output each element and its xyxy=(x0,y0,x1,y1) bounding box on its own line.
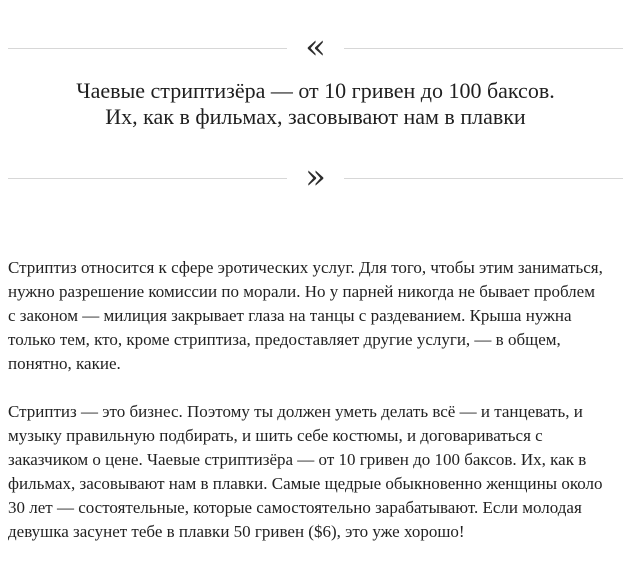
pullquote-text xyxy=(8,78,623,130)
article-body xyxy=(8,256,628,568)
pullquote xyxy=(8,27,623,200)
paragraph-1-line-1: Стриптиз относится к сфере эротических услуг. Для того, чтобы этим заниматься, xyxy=(8,258,603,277)
article-paragraph-2 xyxy=(8,400,628,544)
paragraph-2-line-6: девушка засунет тебе в плавки 50 гривен ($6), это уже хорошо! xyxy=(8,522,465,541)
open-quote-mark-icon: « xyxy=(305,27,326,67)
pullquote-line-2: Их, как в фильмах, засовывают нам в плавки xyxy=(105,104,526,129)
paragraph-2-line-3: заказчиком о цене. Чаевые стриптизёра — от 10 гривен до 100 баксов. Их, как в xyxy=(8,450,587,469)
paragraph-2-line-5: 30 лет — состоятельные, которые самостоятельно зарабатывают. Если молодая xyxy=(8,498,582,517)
paragraph-1-line-3: с законом — милиция закрывает глаза на танцы с раздеванием. Крыша нужна xyxy=(8,306,572,325)
paragraph-1-line-4: только тем, кто, кроме стриптиза, предоставляет другие услуги, — в общем, xyxy=(8,330,561,349)
article-paragraph-1 xyxy=(8,256,628,376)
paragraph-2-line-2: музыку правильную подбирать, и шить себе костюмы, и договариваться с xyxy=(8,426,543,445)
pullquote-line-1: Чаевые стриптизёра — от 10 гривен до 100 баксов. xyxy=(76,78,555,103)
paragraph-2-line-1: Стриптиз — это бизнес. Поэтому ты должен уметь делать всё — и танцевать, и xyxy=(8,402,583,421)
close-quote-mark-icon: » xyxy=(305,157,326,197)
pullquote-top-divider xyxy=(8,27,623,67)
paragraph-2-line-4: фильмах, засовывают нам в плавки. Самые щедрые обыкновенно женщины около xyxy=(8,474,603,493)
paragraph-1-line-5: понятно, какие. xyxy=(8,354,121,373)
pullquote-bottom-divider xyxy=(8,157,623,197)
paragraph-1-line-2: нужно разрешение комиссии по морали. Но у парней никогда не бывает проблем xyxy=(8,282,595,301)
